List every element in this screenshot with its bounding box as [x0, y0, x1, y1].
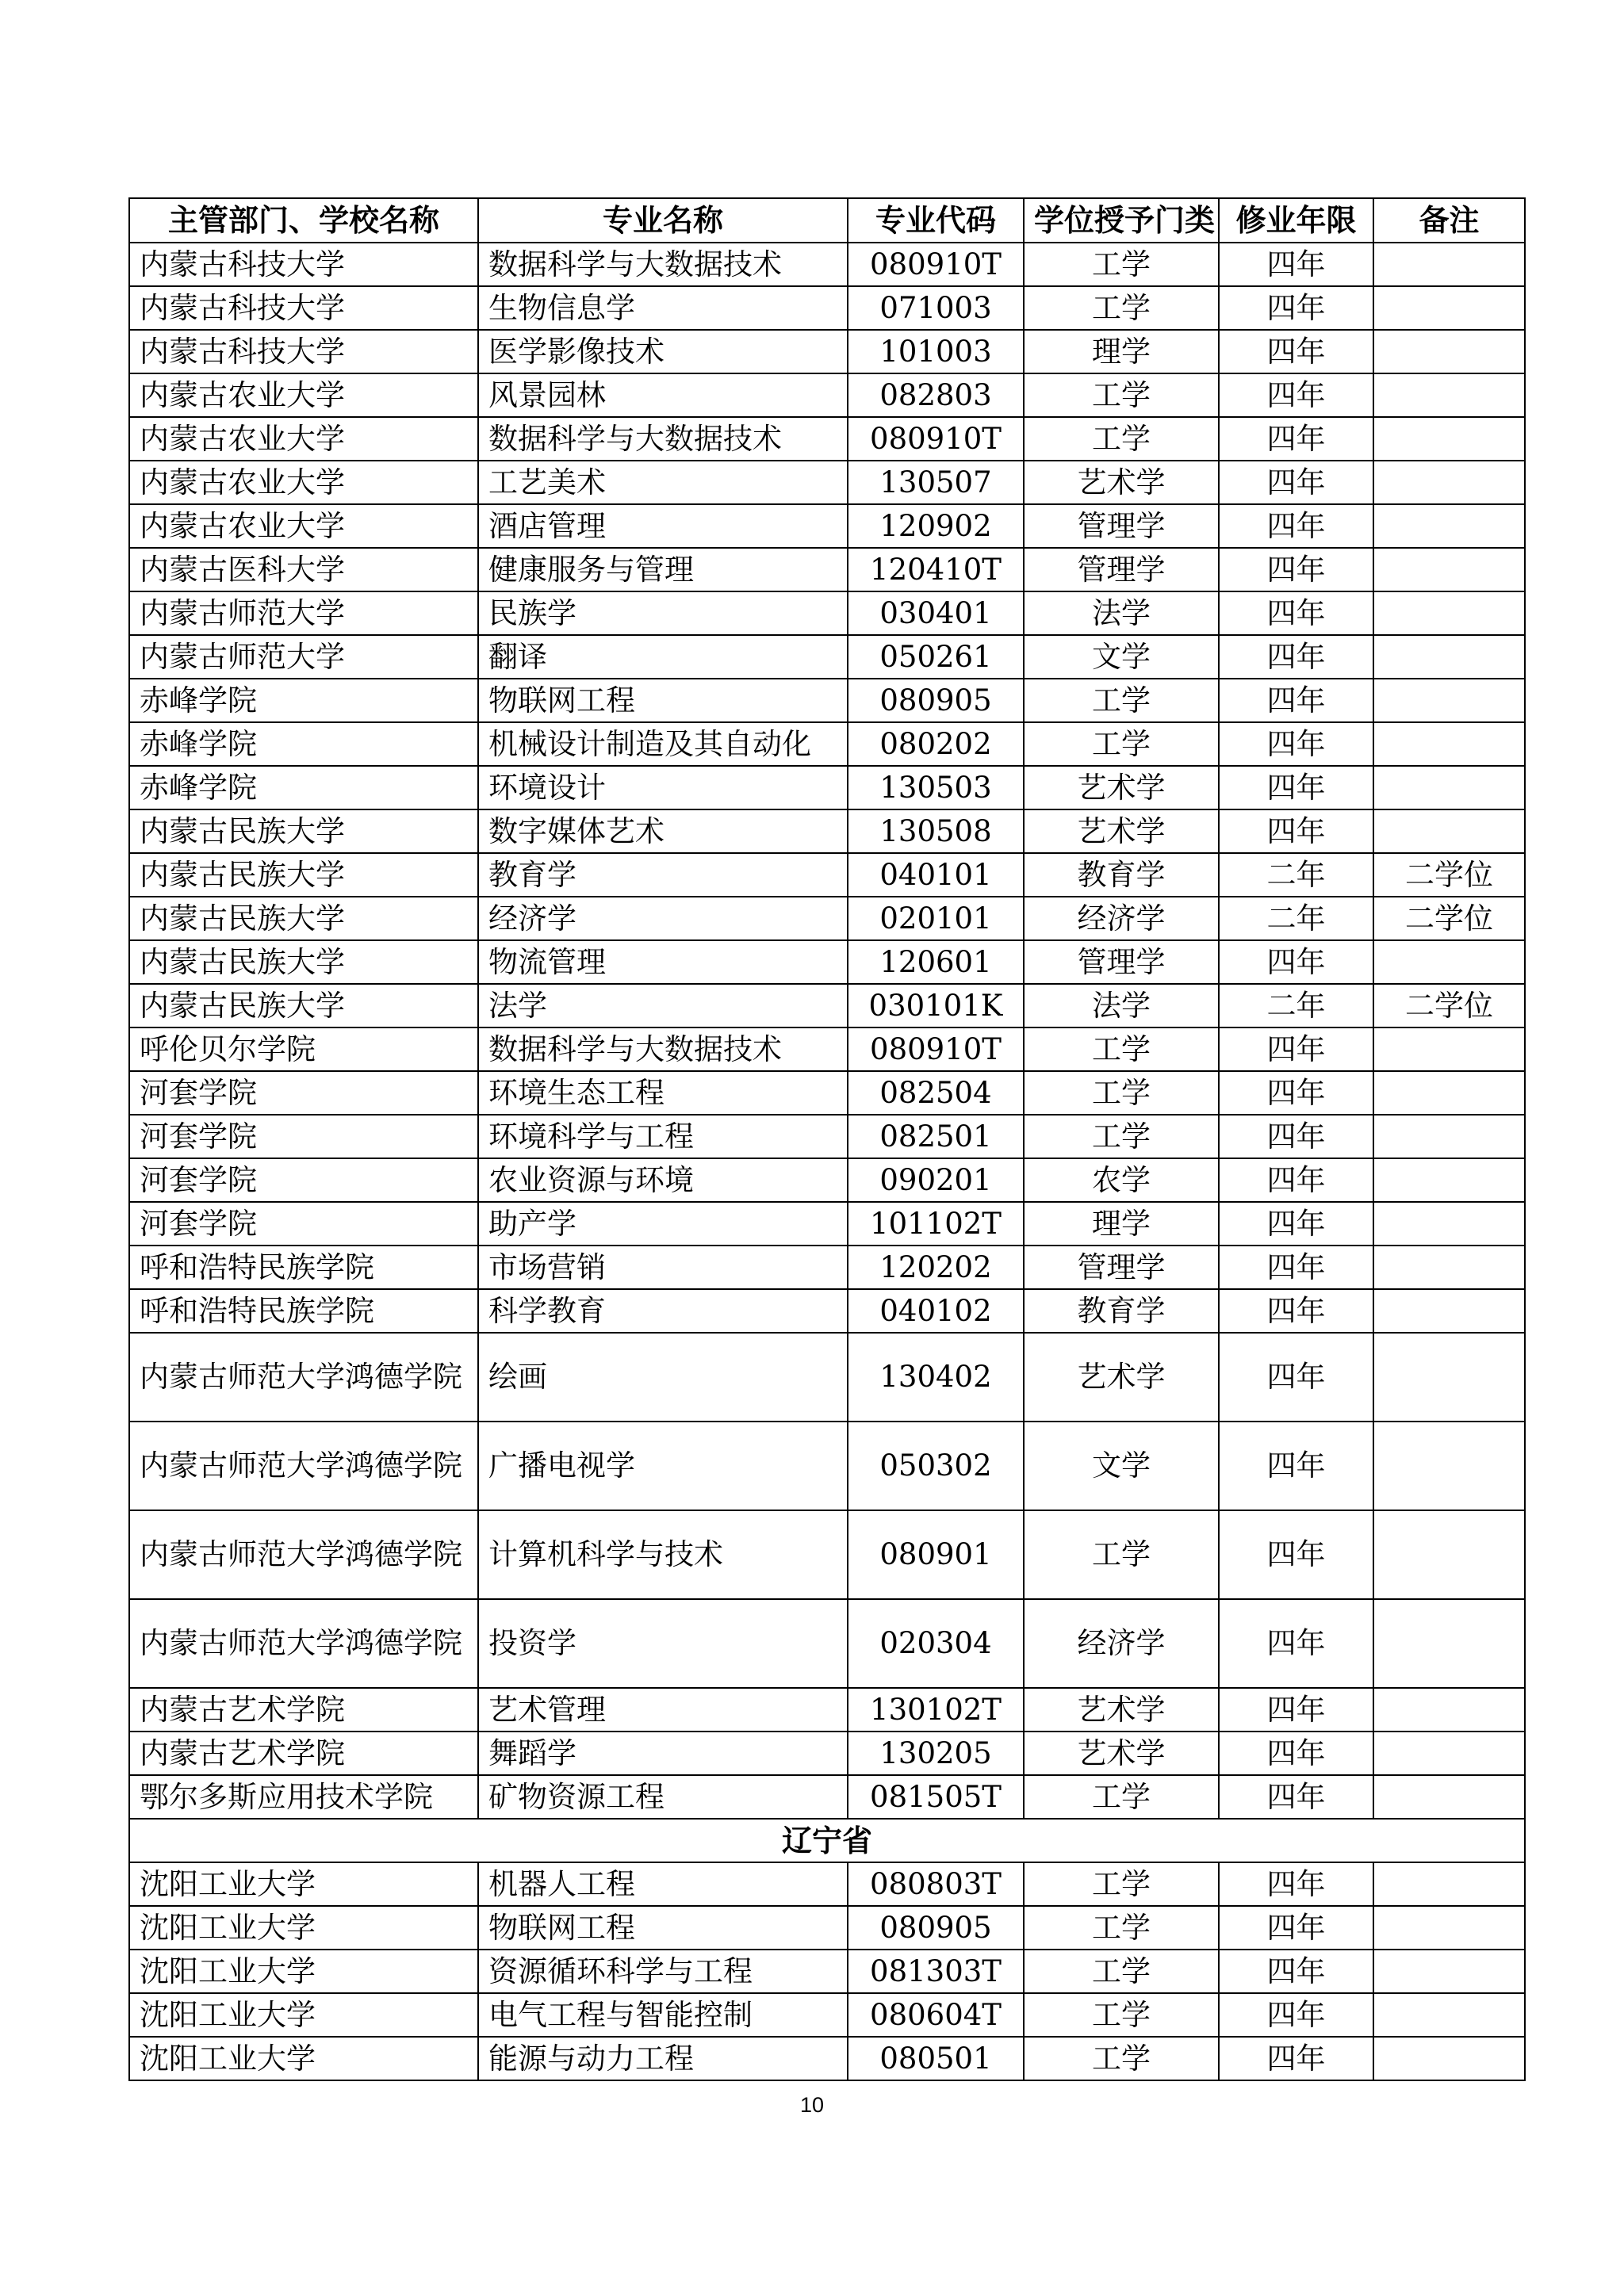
cell-code: 081303T [848, 1950, 1024, 1993]
cell-degree: 工学 [1024, 1862, 1219, 1906]
cell-code: 130402 [848, 1333, 1024, 1422]
cell-degree: 艺术学 [1024, 1732, 1219, 1775]
cell-note [1373, 286, 1525, 330]
cell-major: 物联网工程 [478, 679, 848, 722]
cell-code: 130205 [848, 1732, 1024, 1775]
cell-code: 130508 [848, 809, 1024, 853]
cell-note [1373, 1599, 1525, 1688]
cell-years: 二年 [1219, 897, 1373, 940]
table-row [129, 1333, 1525, 1422]
cell-years: 四年 [1219, 722, 1373, 766]
cell-school: 内蒙古师范大学 [129, 591, 478, 635]
cell-note [1373, 1202, 1525, 1246]
cell-school: 河套学院 [129, 1202, 478, 1246]
header-school: 主管部门、学校名称 [129, 198, 478, 243]
cell-major: 风景园林 [478, 373, 848, 417]
table-row [129, 984, 1525, 1027]
cell-note [1373, 591, 1525, 635]
cell-code: 080905 [848, 1906, 1024, 1950]
cell-school: 河套学院 [129, 1071, 478, 1115]
table-row [129, 504, 1525, 548]
cell-major: 舞蹈学 [478, 1732, 848, 1775]
cell-years: 四年 [1219, 591, 1373, 635]
cell-school: 内蒙古师范大学鸿德学院 [129, 1510, 478, 1599]
cell-code: 080202 [848, 722, 1024, 766]
cell-code: 082504 [848, 1071, 1024, 1115]
cell-school: 赤峰学院 [129, 722, 478, 766]
cell-major: 工艺美术 [478, 461, 848, 504]
cell-note [1373, 461, 1525, 504]
cell-code: 040102 [848, 1289, 1024, 1333]
cell-years: 四年 [1219, 243, 1373, 286]
cell-degree: 理学 [1024, 1202, 1219, 1246]
cell-major: 农业资源与环境 [478, 1158, 848, 1202]
cell-major: 市场营销 [478, 1246, 848, 1289]
cell-code: 080803T [848, 1862, 1024, 1906]
cell-note [1373, 1732, 1525, 1775]
cell-years: 四年 [1219, 940, 1373, 984]
cell-code: 080604T [848, 1993, 1024, 2037]
cell-code: 080910T [848, 417, 1024, 461]
cell-note [1373, 1246, 1525, 1289]
cell-years: 四年 [1219, 1775, 1373, 1819]
table-row [129, 1599, 1525, 1688]
cell-years: 四年 [1219, 1071, 1373, 1115]
cell-degree: 管理学 [1024, 548, 1219, 591]
cell-major: 环境科学与工程 [478, 1115, 848, 1158]
cell-major: 物流管理 [478, 940, 848, 984]
cell-note [1373, 1862, 1525, 1906]
cell-years: 四年 [1219, 330, 1373, 373]
cell-code: 040101 [848, 853, 1024, 897]
cell-years: 四年 [1219, 461, 1373, 504]
cell-school: 内蒙古科技大学 [129, 330, 478, 373]
cell-degree: 工学 [1024, 1906, 1219, 1950]
table-row [129, 2037, 1525, 2080]
cell-major: 资源循环科学与工程 [478, 1950, 848, 1993]
cell-major: 数据科学与大数据技术 [478, 1027, 848, 1071]
cell-note [1373, 1993, 1525, 2037]
cell-degree: 工学 [1024, 1775, 1219, 1819]
cell-degree: 文学 [1024, 1422, 1219, 1510]
cell-major: 矿物资源工程 [478, 1775, 848, 1819]
cell-years: 四年 [1219, 1950, 1373, 1993]
table-row [129, 1202, 1525, 1246]
cell-note [1373, 243, 1525, 286]
table-row [129, 1289, 1525, 1333]
cell-years: 二年 [1219, 984, 1373, 1027]
cell-code: 080501 [848, 2037, 1024, 2080]
cell-school: 河套学院 [129, 1115, 478, 1158]
cell-years: 四年 [1219, 635, 1373, 679]
cell-degree: 工学 [1024, 373, 1219, 417]
table-row [129, 1993, 1525, 2037]
cell-years: 四年 [1219, 1422, 1373, 1510]
cell-code: 120902 [848, 504, 1024, 548]
cell-degree: 艺术学 [1024, 1688, 1219, 1732]
cell-major: 经济学 [478, 897, 848, 940]
cell-note [1373, 417, 1525, 461]
cell-years: 四年 [1219, 504, 1373, 548]
cell-note [1373, 1906, 1525, 1950]
table-row [129, 1688, 1525, 1732]
cell-degree: 经济学 [1024, 1599, 1219, 1688]
cell-degree: 工学 [1024, 1027, 1219, 1071]
cell-degree: 文学 [1024, 635, 1219, 679]
cell-years: 四年 [1219, 1289, 1373, 1333]
cell-degree: 工学 [1024, 679, 1219, 722]
cell-code: 080910T [848, 1027, 1024, 1071]
table-header-row [129, 198, 1525, 243]
cell-years: 四年 [1219, 1158, 1373, 1202]
cell-code: 130503 [848, 766, 1024, 809]
table-row [129, 286, 1525, 330]
cell-code: 080910T [848, 243, 1024, 286]
cell-degree: 法学 [1024, 984, 1219, 1027]
cell-code: 050302 [848, 1422, 1024, 1510]
cell-major: 翻译 [478, 635, 848, 679]
cell-code: 030101K [848, 984, 1024, 1027]
cell-note [1373, 940, 1525, 984]
cell-code: 120202 [848, 1246, 1024, 1289]
table-row [129, 1906, 1525, 1950]
table-row [129, 1862, 1525, 1906]
cell-major: 计算机科学与技术 [478, 1510, 848, 1599]
cell-years: 四年 [1219, 1333, 1373, 1422]
cell-degree: 工学 [1024, 1950, 1219, 1993]
cell-school: 内蒙古师范大学鸿德学院 [129, 1333, 478, 1422]
cell-degree: 农学 [1024, 1158, 1219, 1202]
table-row [129, 809, 1525, 853]
cell-degree: 工学 [1024, 417, 1219, 461]
cell-major: 艺术管理 [478, 1688, 848, 1732]
cell-years: 四年 [1219, 1688, 1373, 1732]
cell-years: 四年 [1219, 1732, 1373, 1775]
cell-school: 内蒙古民族大学 [129, 940, 478, 984]
cell-school: 内蒙古艺术学院 [129, 1732, 478, 1775]
cell-degree: 工学 [1024, 2037, 1219, 2080]
table-row [129, 766, 1525, 809]
cell-note [1373, 2037, 1525, 2080]
table-row [129, 1246, 1525, 1289]
cell-degree: 法学 [1024, 591, 1219, 635]
cell-note [1373, 1950, 1525, 1993]
cell-degree: 工学 [1024, 243, 1219, 286]
cell-years: 四年 [1219, 766, 1373, 809]
cell-degree: 管理学 [1024, 1246, 1219, 1289]
table-row [129, 1510, 1525, 1599]
cell-degree: 教育学 [1024, 853, 1219, 897]
cell-note [1373, 1688, 1525, 1732]
cell-years: 四年 [1219, 809, 1373, 853]
cell-years: 四年 [1219, 373, 1373, 417]
majors-table [128, 197, 1526, 2081]
table-row [129, 1158, 1525, 1202]
header-degree: 学位授予门类 [1024, 198, 1219, 243]
cell-school: 内蒙古农业大学 [129, 461, 478, 504]
cell-degree: 艺术学 [1024, 809, 1219, 853]
cell-years: 四年 [1219, 1906, 1373, 1950]
province-row [129, 1819, 1525, 1862]
cell-years: 四年 [1219, 1599, 1373, 1688]
cell-code: 030401 [848, 591, 1024, 635]
cell-note [1373, 1071, 1525, 1115]
cell-school: 沈阳工业大学 [129, 1862, 478, 1906]
header-major: 专业名称 [478, 198, 848, 243]
cell-school: 赤峰学院 [129, 679, 478, 722]
cell-major: 科学教育 [478, 1289, 848, 1333]
cell-code: 090201 [848, 1158, 1024, 1202]
table-row [129, 1732, 1525, 1775]
cell-major: 数字媒体艺术 [478, 809, 848, 853]
cell-years: 四年 [1219, 286, 1373, 330]
table-row [129, 635, 1525, 679]
cell-school: 内蒙古民族大学 [129, 809, 478, 853]
table-row [129, 548, 1525, 591]
table-row [129, 722, 1525, 766]
cell-note: 二学位 [1373, 897, 1525, 940]
cell-degree: 艺术学 [1024, 766, 1219, 809]
header-note: 备注 [1373, 198, 1525, 243]
cell-code: 130102T [848, 1688, 1024, 1732]
table-row [129, 373, 1525, 417]
cell-note [1373, 330, 1525, 373]
cell-school: 内蒙古农业大学 [129, 504, 478, 548]
table-row [129, 461, 1525, 504]
cell-note [1373, 1289, 1525, 1333]
cell-major: 教育学 [478, 853, 848, 897]
table-row [129, 1115, 1525, 1158]
cell-degree: 工学 [1024, 1115, 1219, 1158]
cell-major: 民族学 [478, 591, 848, 635]
cell-years: 四年 [1219, 1202, 1373, 1246]
table-row [129, 417, 1525, 461]
table-row [129, 940, 1525, 984]
cell-code: 130507 [848, 461, 1024, 504]
cell-note [1373, 809, 1525, 853]
cell-code: 081505T [848, 1775, 1024, 1819]
cell-years: 四年 [1219, 1862, 1373, 1906]
cell-school: 内蒙古民族大学 [129, 853, 478, 897]
cell-note [1373, 722, 1525, 766]
cell-degree: 管理学 [1024, 940, 1219, 984]
cell-note [1373, 1775, 1525, 1819]
table-row [129, 897, 1525, 940]
cell-note [1373, 504, 1525, 548]
page-number: 10 [799, 2093, 825, 2117]
table-row [129, 1027, 1525, 1071]
header-code: 专业代码 [848, 198, 1024, 243]
table-row [129, 1950, 1525, 1993]
cell-degree: 理学 [1024, 330, 1219, 373]
cell-school: 内蒙古师范大学鸿德学院 [129, 1422, 478, 1510]
cell-code: 120601 [848, 940, 1024, 984]
cell-major: 能源与动力工程 [478, 2037, 848, 2080]
cell-degree: 经济学 [1024, 897, 1219, 940]
cell-note: 二学位 [1373, 984, 1525, 1027]
header-years: 修业年限 [1219, 198, 1373, 243]
cell-school: 鄂尔多斯应用技术学院 [129, 1775, 478, 1819]
cell-major: 助产学 [478, 1202, 848, 1246]
cell-degree: 艺术学 [1024, 1333, 1219, 1422]
province-heading: 辽宁省 [129, 1819, 1525, 1862]
cell-years: 四年 [1219, 1510, 1373, 1599]
cell-major: 广播电视学 [478, 1422, 848, 1510]
cell-code: 120410T [848, 548, 1024, 591]
cell-major: 绘画 [478, 1333, 848, 1422]
cell-school: 内蒙古科技大学 [129, 286, 478, 330]
cell-major: 生物信息学 [478, 286, 848, 330]
cell-school: 内蒙古医科大学 [129, 548, 478, 591]
cell-degree: 艺术学 [1024, 461, 1219, 504]
cell-major: 法学 [478, 984, 848, 1027]
cell-degree: 管理学 [1024, 504, 1219, 548]
cell-years: 四年 [1219, 417, 1373, 461]
cell-major: 数据科学与大数据技术 [478, 417, 848, 461]
cell-major: 环境生态工程 [478, 1071, 848, 1115]
cell-major: 物联网工程 [478, 1906, 848, 1950]
cell-school: 内蒙古民族大学 [129, 984, 478, 1027]
table-row [129, 591, 1525, 635]
cell-code: 082803 [848, 373, 1024, 417]
cell-major: 电气工程与智能控制 [478, 1993, 848, 2037]
cell-major: 环境设计 [478, 766, 848, 809]
table-body [129, 243, 1525, 2080]
cell-degree: 教育学 [1024, 1289, 1219, 1333]
cell-school: 沈阳工业大学 [129, 2037, 478, 2080]
cell-major: 医学影像技术 [478, 330, 848, 373]
table-row [129, 1775, 1525, 1819]
cell-code: 020101 [848, 897, 1024, 940]
cell-major: 数据科学与大数据技术 [478, 243, 848, 286]
cell-note [1373, 679, 1525, 722]
table-row [129, 1071, 1525, 1115]
cell-note [1373, 635, 1525, 679]
table-row [129, 1422, 1525, 1510]
cell-degree: 工学 [1024, 286, 1219, 330]
cell-school: 内蒙古农业大学 [129, 417, 478, 461]
cell-note [1373, 548, 1525, 591]
cell-years: 四年 [1219, 1993, 1373, 2037]
cell-degree: 工学 [1024, 1071, 1219, 1115]
cell-code: 101003 [848, 330, 1024, 373]
cell-years: 四年 [1219, 1027, 1373, 1071]
cell-school: 沈阳工业大学 [129, 1993, 478, 2037]
cell-years: 四年 [1219, 679, 1373, 722]
cell-school: 内蒙古师范大学 [129, 635, 478, 679]
cell-school: 呼和浩特民族学院 [129, 1289, 478, 1333]
table-row [129, 330, 1525, 373]
cell-note [1373, 373, 1525, 417]
cell-school: 沈阳工业大学 [129, 1950, 478, 1993]
cell-code: 020304 [848, 1599, 1024, 1688]
cell-school: 内蒙古艺术学院 [129, 1688, 478, 1732]
cell-major: 酒店管理 [478, 504, 848, 548]
cell-school: 沈阳工业大学 [129, 1906, 478, 1950]
cell-note [1373, 1158, 1525, 1202]
cell-school: 内蒙古民族大学 [129, 897, 478, 940]
cell-degree: 工学 [1024, 1510, 1219, 1599]
cell-note [1373, 1115, 1525, 1158]
cell-school: 赤峰学院 [129, 766, 478, 809]
cell-code: 071003 [848, 286, 1024, 330]
cell-code: 080905 [848, 679, 1024, 722]
table-row [129, 853, 1525, 897]
cell-major: 机械设计制造及其自动化 [478, 722, 848, 766]
cell-years: 四年 [1219, 1115, 1373, 1158]
cell-years: 二年 [1219, 853, 1373, 897]
cell-note [1373, 1333, 1525, 1422]
cell-code: 080901 [848, 1510, 1024, 1599]
cell-degree: 工学 [1024, 722, 1219, 766]
cell-note [1373, 766, 1525, 809]
table-row [129, 243, 1525, 286]
cell-note [1373, 1422, 1525, 1510]
cell-note: 二学位 [1373, 853, 1525, 897]
cell-major: 机器人工程 [478, 1862, 848, 1906]
cell-school: 呼和浩特民族学院 [129, 1246, 478, 1289]
cell-major: 投资学 [478, 1599, 848, 1688]
cell-school: 内蒙古师范大学鸿德学院 [129, 1599, 478, 1688]
cell-degree: 工学 [1024, 1993, 1219, 2037]
cell-major: 健康服务与管理 [478, 548, 848, 591]
cell-school: 内蒙古农业大学 [129, 373, 478, 417]
cell-note [1373, 1510, 1525, 1599]
cell-note [1373, 1027, 1525, 1071]
cell-code: 082501 [848, 1115, 1024, 1158]
cell-code: 101102T [848, 1202, 1024, 1246]
cell-school: 内蒙古科技大学 [129, 243, 478, 286]
cell-school: 河套学院 [129, 1158, 478, 1202]
cell-years: 四年 [1219, 548, 1373, 591]
cell-school: 呼伦贝尔学院 [129, 1027, 478, 1071]
cell-years: 四年 [1219, 1246, 1373, 1289]
table-row [129, 679, 1525, 722]
cell-years: 四年 [1219, 2037, 1373, 2080]
cell-code: 050261 [848, 635, 1024, 679]
